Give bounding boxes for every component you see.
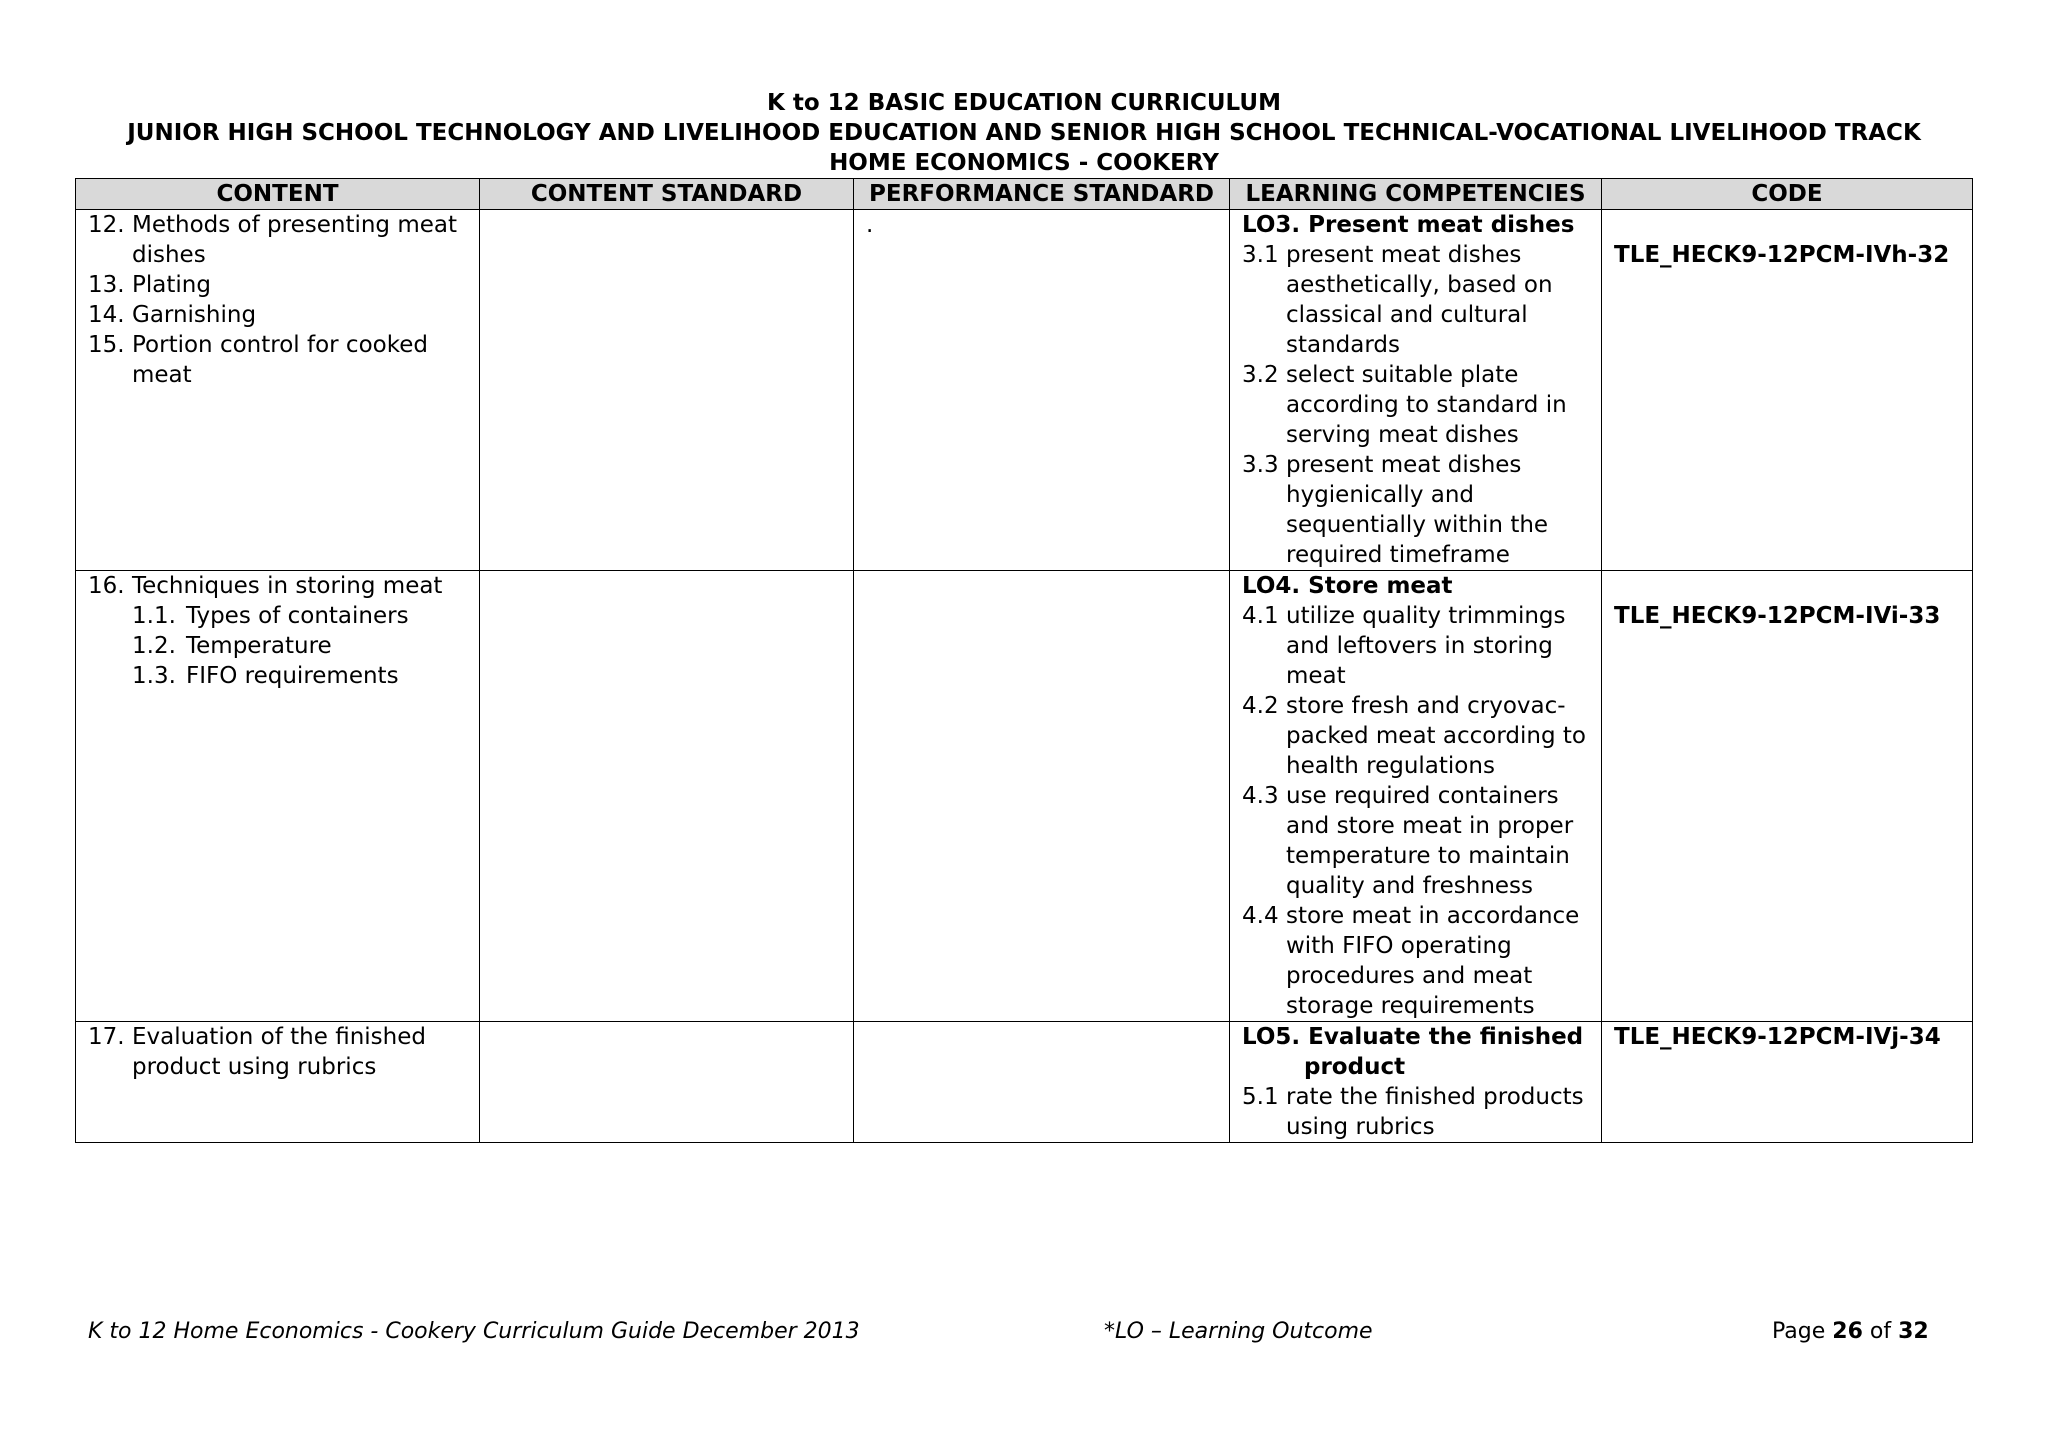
content-item-number: 14. bbox=[88, 302, 125, 328]
learning-outcome-title-continued: product bbox=[1304, 1054, 1406, 1080]
learning-competencies-cell bbox=[1230, 571, 1602, 1022]
content-item-text: Evaluation of the finished product using rubrics bbox=[132, 1024, 426, 1080]
content-standard-cell bbox=[480, 1022, 854, 1143]
competency-text: store fresh and cryovac-packed meat according to health regulations bbox=[1286, 693, 1586, 779]
competency-text: present meat dishes hygienically and sequentially within the required timeframe bbox=[1286, 452, 1549, 568]
content-item-number: 17. bbox=[88, 1024, 125, 1050]
column-header-content: CONTENT bbox=[76, 179, 480, 210]
competency-item bbox=[1242, 781, 1593, 901]
code-cell bbox=[1602, 1022, 1973, 1143]
content-cell bbox=[76, 1022, 480, 1143]
competency-text: utilize quality trimmings and leftovers in storing meat bbox=[1286, 603, 1566, 689]
competency-text: store meat in accordance with FIFO operating procedures and meat storage requirements bbox=[1286, 903, 1580, 1019]
content-list bbox=[88, 210, 471, 390]
content-list bbox=[88, 571, 471, 691]
content-item-number: 12. bbox=[88, 212, 125, 238]
competency-number: 5.1 bbox=[1242, 1084, 1279, 1110]
content-subitem-text: Types of containers bbox=[186, 603, 409, 629]
header-subtitle: JUNIOR HIGH SCHOOL TECHNOLOGY AND LIVELIHOOD EDUCATION AND SENIOR HIGH SCHOOL TECHNICAL-VOCATIONAL LIVELIHOOD TRACK bbox=[127, 120, 1921, 146]
competency-number: 3.1 bbox=[1242, 242, 1279, 268]
learning-outcome-title-text: LO4. Store meat bbox=[1242, 573, 1453, 599]
footer-page-number bbox=[1772, 1318, 1929, 1346]
content-item bbox=[88, 571, 471, 691]
competency-item bbox=[1242, 360, 1593, 450]
competency-text: use required containers and store meat in proper temperature to maintain quality and freshness bbox=[1286, 783, 1574, 899]
learning-outcome-title bbox=[1242, 571, 1593, 601]
content-item-text: Techniques in storing meat bbox=[132, 573, 443, 599]
content-item-text: Methods of presenting meat dishes bbox=[132, 212, 458, 268]
table-row bbox=[76, 571, 1973, 1022]
code-cell bbox=[1602, 571, 1973, 1022]
code-cell bbox=[1602, 210, 1973, 571]
page-total: 32 bbox=[1898, 1319, 1929, 1344]
content-subitem-text: Temperature bbox=[186, 633, 332, 659]
content-list bbox=[88, 1022, 471, 1082]
curriculum-table bbox=[75, 178, 1973, 1143]
content-subitem bbox=[132, 661, 471, 691]
content-subitem-number: 1.3. bbox=[132, 663, 176, 689]
competency-item bbox=[1242, 450, 1593, 570]
content-item-text: Plating bbox=[132, 272, 211, 298]
learning-outcome-title-text: LO5. Evaluate the finished bbox=[1242, 1024, 1584, 1050]
footer-guide-title: K to 12 Home Economics - Cookery Curriculum Guide December 2013 bbox=[88, 1319, 860, 1344]
column-header-performance-standard: PERFORMANCE STANDARD bbox=[854, 179, 1230, 210]
performance-standard-cell bbox=[854, 1022, 1230, 1143]
competency-item bbox=[1242, 901, 1593, 1021]
header-subject: HOME ECONOMICS - COOKERY bbox=[829, 150, 1219, 176]
content-item-number: 16. bbox=[88, 573, 125, 599]
table-row bbox=[76, 210, 1973, 571]
competency-text: present meat dishes aesthetically, based on classical and cultural standards bbox=[1286, 242, 1553, 358]
content-item-number: 13. bbox=[88, 272, 125, 298]
footer-lo-note: *LO – Learning Outcome bbox=[1104, 1319, 1373, 1344]
learning-outcome-title bbox=[1242, 1022, 1593, 1082]
content-item bbox=[88, 330, 471, 390]
competency-text: select suitable plate according to standard in serving meat dishes bbox=[1286, 362, 1567, 448]
content-item-number: 15. bbox=[88, 332, 125, 358]
competency-text: rate the finished products using rubrics bbox=[1286, 1084, 1584, 1140]
competency-item bbox=[1242, 691, 1593, 781]
performance-standard-cell bbox=[854, 571, 1230, 1022]
learning-competencies-cell bbox=[1230, 210, 1602, 571]
learning-competencies-cell bbox=[1230, 1022, 1602, 1143]
content-item-text: Garnishing bbox=[132, 302, 257, 328]
competency-number: 4.1 bbox=[1242, 603, 1279, 629]
competency-item bbox=[1242, 240, 1593, 360]
content-subitem bbox=[132, 631, 471, 661]
content-cell bbox=[76, 210, 480, 571]
content-subitem-text: FIFO requirements bbox=[186, 663, 399, 689]
document-header bbox=[0, 88, 2048, 178]
column-header-content-standard: CONTENT STANDARD bbox=[480, 179, 854, 210]
competency-number: 4.4 bbox=[1242, 903, 1279, 929]
content-standard-cell bbox=[480, 571, 854, 1022]
competency-number: 3.2 bbox=[1242, 362, 1279, 388]
competency-number: 4.2 bbox=[1242, 693, 1279, 719]
content-subitem-number: 1.1. bbox=[132, 603, 176, 629]
learning-outcome-title-text: LO3. Present meat dishes bbox=[1242, 212, 1575, 238]
table-header-row bbox=[76, 179, 1973, 210]
table-row bbox=[76, 1022, 1973, 1143]
content-item-text: Portion control for cooked meat bbox=[132, 332, 428, 388]
learning-outcome-title bbox=[1242, 210, 1593, 240]
competency-number: 4.3 bbox=[1242, 783, 1279, 809]
column-header-code: CODE bbox=[1602, 179, 1973, 210]
competency-number: 3.3 bbox=[1242, 452, 1279, 478]
content-cell bbox=[76, 571, 480, 1022]
content-sublist bbox=[132, 601, 471, 691]
competency-code: TLE_HECK9-12PCM-IVj-34 bbox=[1614, 1024, 1941, 1050]
competency-code: TLE_HECK9-12PCM-IVh-32 bbox=[1614, 242, 1950, 268]
header-title: K to 12 BASIC EDUCATION CURRICULUM bbox=[767, 90, 1281, 116]
content-subitem bbox=[132, 601, 471, 631]
page-current: 26 bbox=[1832, 1319, 1863, 1344]
page-of: of bbox=[1869, 1319, 1892, 1344]
competency-code: TLE_HECK9-12PCM-IVi-33 bbox=[1614, 603, 1941, 629]
content-item bbox=[88, 300, 471, 330]
column-header-learning-competencies: LEARNING COMPETENCIES bbox=[1230, 179, 1602, 210]
content-standard-cell bbox=[480, 210, 854, 571]
page-prefix: Page bbox=[1772, 1319, 1826, 1344]
content-item bbox=[88, 270, 471, 300]
content-item bbox=[88, 210, 471, 270]
content-item bbox=[88, 1022, 471, 1082]
competency-item bbox=[1242, 601, 1593, 691]
performance-standard-cell: . bbox=[854, 210, 1230, 571]
competency-item bbox=[1242, 1082, 1593, 1142]
content-subitem-number: 1.2. bbox=[132, 633, 176, 659]
